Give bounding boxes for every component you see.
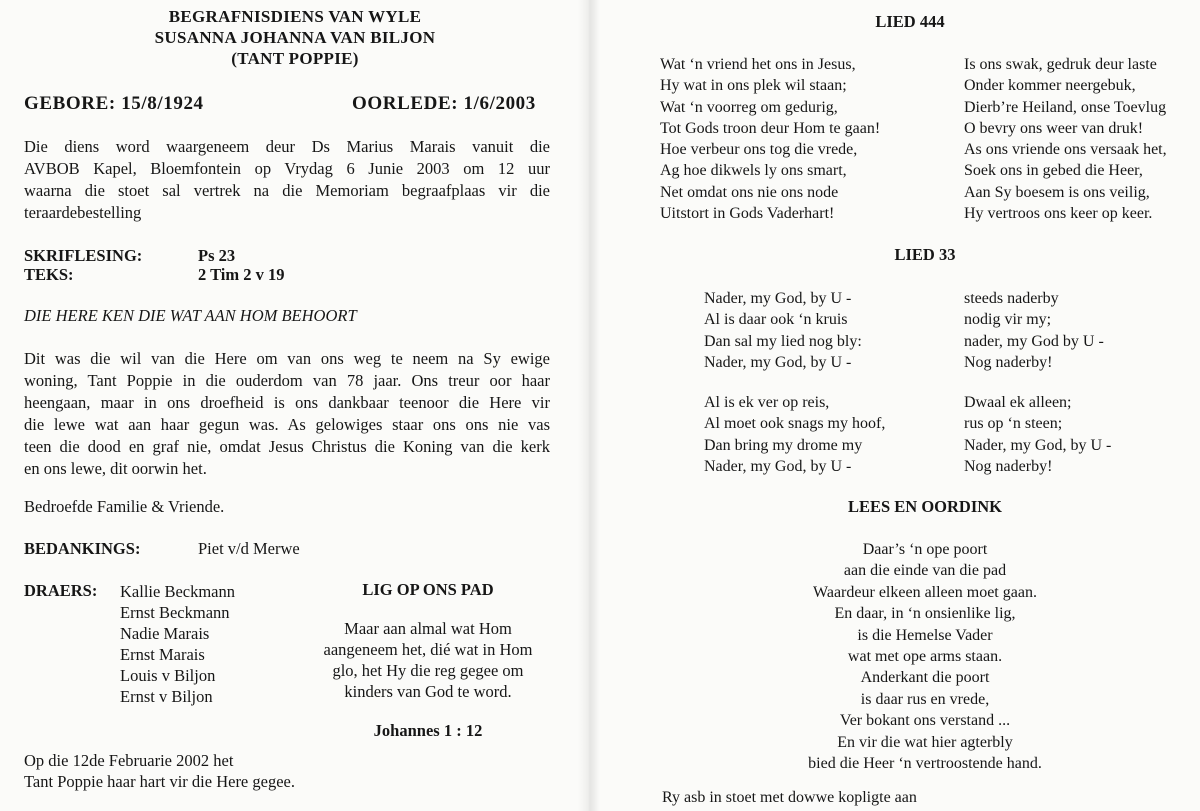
tribute-line: heengaan, maar in ons droefheid is ons dankbaar teenoor die Here vir [24,393,550,412]
bearers-label: DRAERS: [24,581,98,600]
hymn2-verse1-column-1 [704,288,862,373]
path-verse-line: Maar aan almal wat Hom [344,619,512,638]
hymn1-line: Dierb’re Heiland, onse Toevlug [964,98,1167,116]
service-header [95,6,495,69]
hymn2-line: nader, my God by U - [964,332,1104,350]
hymn1-line: Is ons swak, gedruk deur laste [964,56,1157,73]
motto: DIE HERE KEN DIE WAT AAN HOM BEHOORT [24,306,357,325]
reflect-title: LEES EN OORDINK [847,497,1003,516]
left-page [0,0,590,811]
tribute-line: woning, Tant Poppie in die ouderdom van 78 jaar. Ons treur oor haar [24,371,550,390]
poem-line: is die Hemelse Vader [857,626,993,644]
hymn1-line: Aan Sy boesem is ons veilig, [964,183,1150,201]
signoff: Bedroefde Familie & Vriende. [24,497,225,516]
thanks-value: Piet v/d Merwe [198,539,300,558]
hymn1-line: Wat ‘n voorreg om gedurig, [660,98,838,116]
born-date: 15/8/1924 [121,93,204,114]
procession-note: Ry asb in stoet met dowwe kopligte aan [662,789,917,806]
hymn2-line: Nader, my God, by U - [704,290,852,307]
death-row [352,93,536,115]
poem-line: Waardeur elkeen alleen moet gaan. [813,583,1037,601]
service-line: waarna die stoet sal vertrek na die Memoriam begraafplaas vir die [24,181,550,200]
hymn1-line: Hy vertroos ons keer op keer. [964,205,1153,223]
hymn2-verse2-column-2 [964,392,1111,477]
hymn1-column-1 [660,54,880,224]
path-verse-line: kinders van God te word. [344,682,512,701]
hymn2-line: Al is ek ver op reis, [704,394,830,411]
poem-line: Anderkant die poort [860,669,990,687]
path-verse [290,618,566,702]
thanks-label: BEDANKINGS: [24,539,141,558]
poem-line: wat met ope arms staan. [847,648,1003,666]
born-label: GEBORE: [24,93,116,114]
hymn1-line: Ag hoe dikwels ly ons smart, [660,162,847,180]
tribute-line: en ons lewe, dit oorwin het. [24,459,207,478]
tribute-line: Dit was die wil van die Here om van ons weg te neem na Sy ewige [24,349,550,368]
right-page [600,0,1200,811]
path-verse-line: aangeneem het, dié wat in Hom [323,640,533,659]
path-reference: Johannes 1 : 12 [373,721,483,740]
tribute-line: die lewe wat aan haar gegun was. As gelowiges staar ons ons nie vas [24,415,550,434]
hymn2-verse1-column-2 [964,288,1104,373]
hymn1-line: Soek ons in gebed die Heer, [964,162,1143,180]
hymn2-line: Nader, my God, by U - [704,353,852,371]
hymn2-line: Nader, my God, by U - [964,436,1112,454]
bearer-name: Nadie Marais [120,624,210,643]
hymn2-line: Dan bring my drome my [704,436,863,454]
hymn2-verse2-column-1 [704,392,885,477]
footer-line: Op die 12de Februarie 2002 het [24,751,234,770]
hymn1-line: Tot Gods troon deur Hom te gaan! [660,119,881,137]
hymn1-line: As ons vriende ons versaak het, [964,141,1167,159]
hymn2-line: Dan sal my lied nog bly: [704,332,862,350]
died-date: 1/6/2003 [463,93,536,114]
header-line-1: BEGRAFNISDIENS VAN WYLE [168,7,422,26]
hymn1-line: O bevry ons weer van druk! [964,119,1144,137]
bearer-name: Kallie Beckmann [120,582,236,601]
poem-line: Daar’s ‘n ope poort [862,541,988,558]
hymn2-line: Nog naderby! [964,353,1053,371]
bearer-name: Ernst Beckmann [120,603,230,622]
birth-row [24,93,204,115]
hymn1-line: Onder kommer neergebuk, [964,77,1136,95]
poem-line: aan die einde van die pad [843,562,1007,580]
reading-value: Ps 23 [198,246,236,265]
service-line: teraardebestelling [24,203,142,222]
hymn2-line: rus op ‘n steen; [964,415,1063,433]
bearer-name: Ernst v Biljon [120,687,213,706]
footer-line: Tant Poppie haar hart vir die Here gegee. [24,772,295,791]
header-line-3: (TANT POPPIE) [231,49,359,68]
hymn2-title: LIED 33 [894,245,956,264]
path-verse-line: glo, het Hy die reg gegee om [332,661,524,680]
hymn2-line: nodig vir my; [964,311,1052,329]
bearer-name: Ernst Marais [120,645,205,664]
hymn1-line: Uitstort in Gods Vaderhart! [660,205,835,223]
service-paragraph [24,136,550,224]
poem-line: bied die Heer ‘n vertroostende hand. [808,755,1042,773]
hymn1-line: Hoe verbeur ons tog die vrede, [660,141,858,159]
poem-line: is daar rus en vrede, [860,690,990,708]
hymn2-line: Dwaal ek alleen; [964,394,1072,411]
hymn1-column-2 [964,54,1167,224]
hymn2-line: Nog naderby! [964,457,1053,475]
died-label: OORLEDE: [352,93,459,114]
service-line: Die diens word waargeneem deur Ds Marius Marais vanuit die [24,137,550,156]
reading-label: SKRIFLESING: [24,246,143,265]
tribute-line: teen die dood en graf nie, omdat Jesus Christus die Koning van die kerk [24,437,550,456]
hymn1-title: LIED 444 [875,12,945,31]
poem-line: Ver bokant ons verstand ... [839,712,1011,730]
poem-line: En daar, in ‘n onsienlike lig, [834,605,1016,623]
tribute-paragraph [24,348,550,480]
service-line: AVBOB Kapel, Bloemfontein op Vrydag 6 Junie 2003 om 12 uur [24,159,550,178]
hymn2-line: Al is daar ook ‘n kruis [704,311,848,329]
reflect-poem [765,539,1085,774]
text-label: TEKS: [24,265,74,284]
bearers-list [120,581,235,707]
hymn1-line: Wat ‘n vriend het ons in Jesus, [660,56,856,73]
poem-line: En vir die wat hier agterbly [837,733,1013,751]
hymn1-line: Hy wat in ons plek wil staan; [660,77,847,95]
text-value: 2 Tim 2 v 19 [198,265,285,284]
hymn2-line: Al moet ook snags my hoof, [704,415,886,433]
bearer-name: Louis v Biljon [120,666,216,685]
header-line-2: SUSANNA JOHANNA VAN BILJON [154,28,436,47]
path-title: LIG OP ONS PAD [362,580,494,599]
hymn1-line: Net omdat ons nie ons node [660,183,839,201]
footer-note [24,750,295,792]
hymn2-line: Nader, my God, by U - [704,457,852,475]
hymn2-line: steeds naderby [964,290,1059,307]
